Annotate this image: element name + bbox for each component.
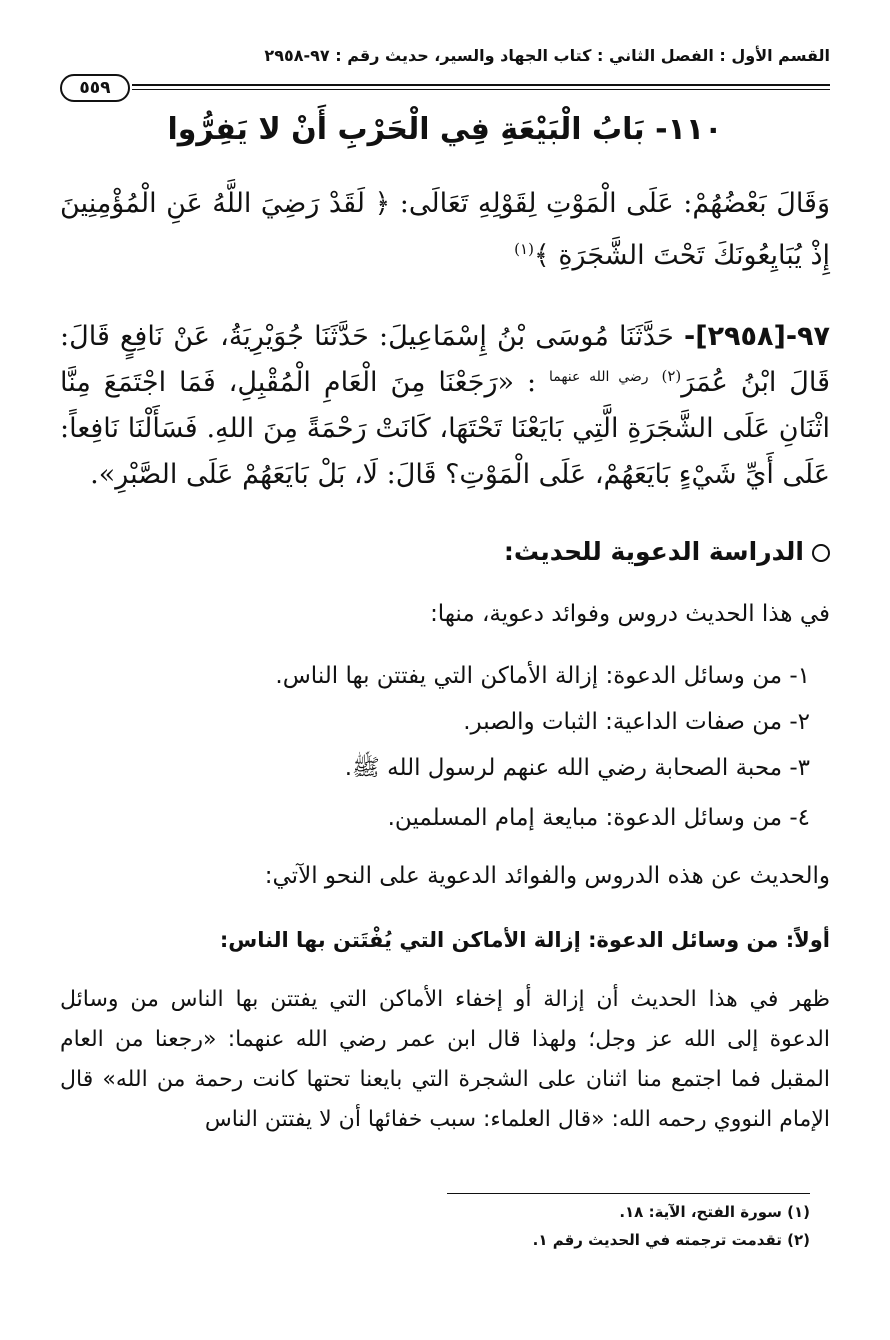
- first-point-body: ظهر في هذا الحديث أن إزالة أو إخفاء الأماكن التي يفتتن بها الناس من وسائل الدعوة إلى الله عز وجل؛ ولهذا قال ابن عمر رضي الله عنهما: «رجعنا من العام المقبل فما اجتمع منا اثنان على الشجرة التي بايعنا تحتها كانت رحمة من الله» قال الإمام النووي رحمه الله: «قال العلماء: سبب خفائها أن لا يفتتن الناس: [60, 987, 830, 1132]
- footnote-rule: [447, 1193, 810, 1194]
- circle-bullet-icon: [812, 544, 830, 562]
- list-item: ١- من وسائل الدعوة: إزالة الأماكن التي يفتتن بها الناس.: [275, 663, 810, 689]
- hadith-text-part1: حَدَّثَنَا مُوسَى بْنُ إِسْمَاعِيلَ: حَدَّثَنَا جُوَيْرِيَةُ، عَنْ نَافِعٍ قَالَ: قَالَ ابْنُ عُمَرَ: [60, 321, 830, 398]
- honorific-glyph: رضي الله عنهما: [548, 369, 649, 385]
- page-number: ٥٥٩: [60, 74, 130, 102]
- header-rule-row: [60, 74, 830, 100]
- first-point-heading: أولاً: من وسائل الدعوة: إزالة الأماكن التي يُفْتَتن بها الناس:: [219, 928, 830, 952]
- study-intro: في هذا الحديث دروس وفوائد دعوية، منها:: [430, 601, 830, 627]
- list-item: ٣- محبة الصحابة رضي الله عنهم لرسول الله ﷺ.: [344, 755, 810, 781]
- hadith-text-part2: : «رَجَعْنَا مِنَ الْعَامِ الْمُقْبِلِ، فَمَا اجْتَمَعَ مِنَّا اثْنَانِ عَلَى الشَّجَرَةِ الَّتِي بَايَعْنَا تَحْتَهَا، كَانَتْ رَحْمَةً مِنَ اللهِ. فَسَأَلْنَا نَافِعاً: عَلَى أَيِّ شَيْءٍ بَايَعَهُمْ، عَلَى الْمَوْتِ؟ قَالَ: لَا، بَلْ بَايَعَهُمْ عَلَى الصَّبْرِ».: [60, 367, 830, 490]
- quote-text: وَقَالَ بَعْضُهُمْ: عَلَى الْمَوْتِ لِقَوْلِهِ تَعَالَى: ﴿ لَقَدْ رَضِيَ اللَّهُ عَنِ الْمُؤْمِنِينَ إِذْ يُبَايِعُونَكَ تَحْتَ الشَّجَرَةِ ﴾: [60, 188, 830, 271]
- section-heading-text: الدراسة الدعوية للحديث:: [503, 537, 804, 566]
- list-item: ٤- من وسائل الدعوة: مبايعة إمام المسلمين.: [387, 805, 810, 831]
- footnote-1: (١) سورة الفتح، الآية: ١٨.: [619, 1203, 810, 1221]
- list-item: ٢- من صفات الداعية: الثبات والصبر.: [463, 709, 810, 735]
- footnote-ref-2: (٢): [661, 367, 682, 385]
- hadith-paragraph: [60, 314, 830, 498]
- quran-quote-paragraph: [60, 178, 830, 282]
- running-header: القسم الأول : الفصل الثاني : كتاب الجهاد والسير، حديث رقم : ٩٧-٢٩٥٨: [264, 46, 830, 65]
- chapter-title: ١١٠- بَابُ الْبَيْعَةِ فِي الْحَرْبِ أَنْ لا يَفِرُّوا: [167, 112, 723, 147]
- study-transition: والحديث عن هذه الدروس والفوائد الدعوية على النحو الآتي:: [264, 863, 830, 889]
- header-double-rule: [132, 84, 830, 90]
- section-heading: [60, 532, 830, 572]
- footnote-2: (٢) تقدمت ترجمته في الحديث رقم ١.: [532, 1231, 810, 1249]
- hadith-number: ٩٧-[٢٩٥٨]-: [684, 321, 830, 352]
- footnote-ref-1: (١): [514, 240, 534, 258]
